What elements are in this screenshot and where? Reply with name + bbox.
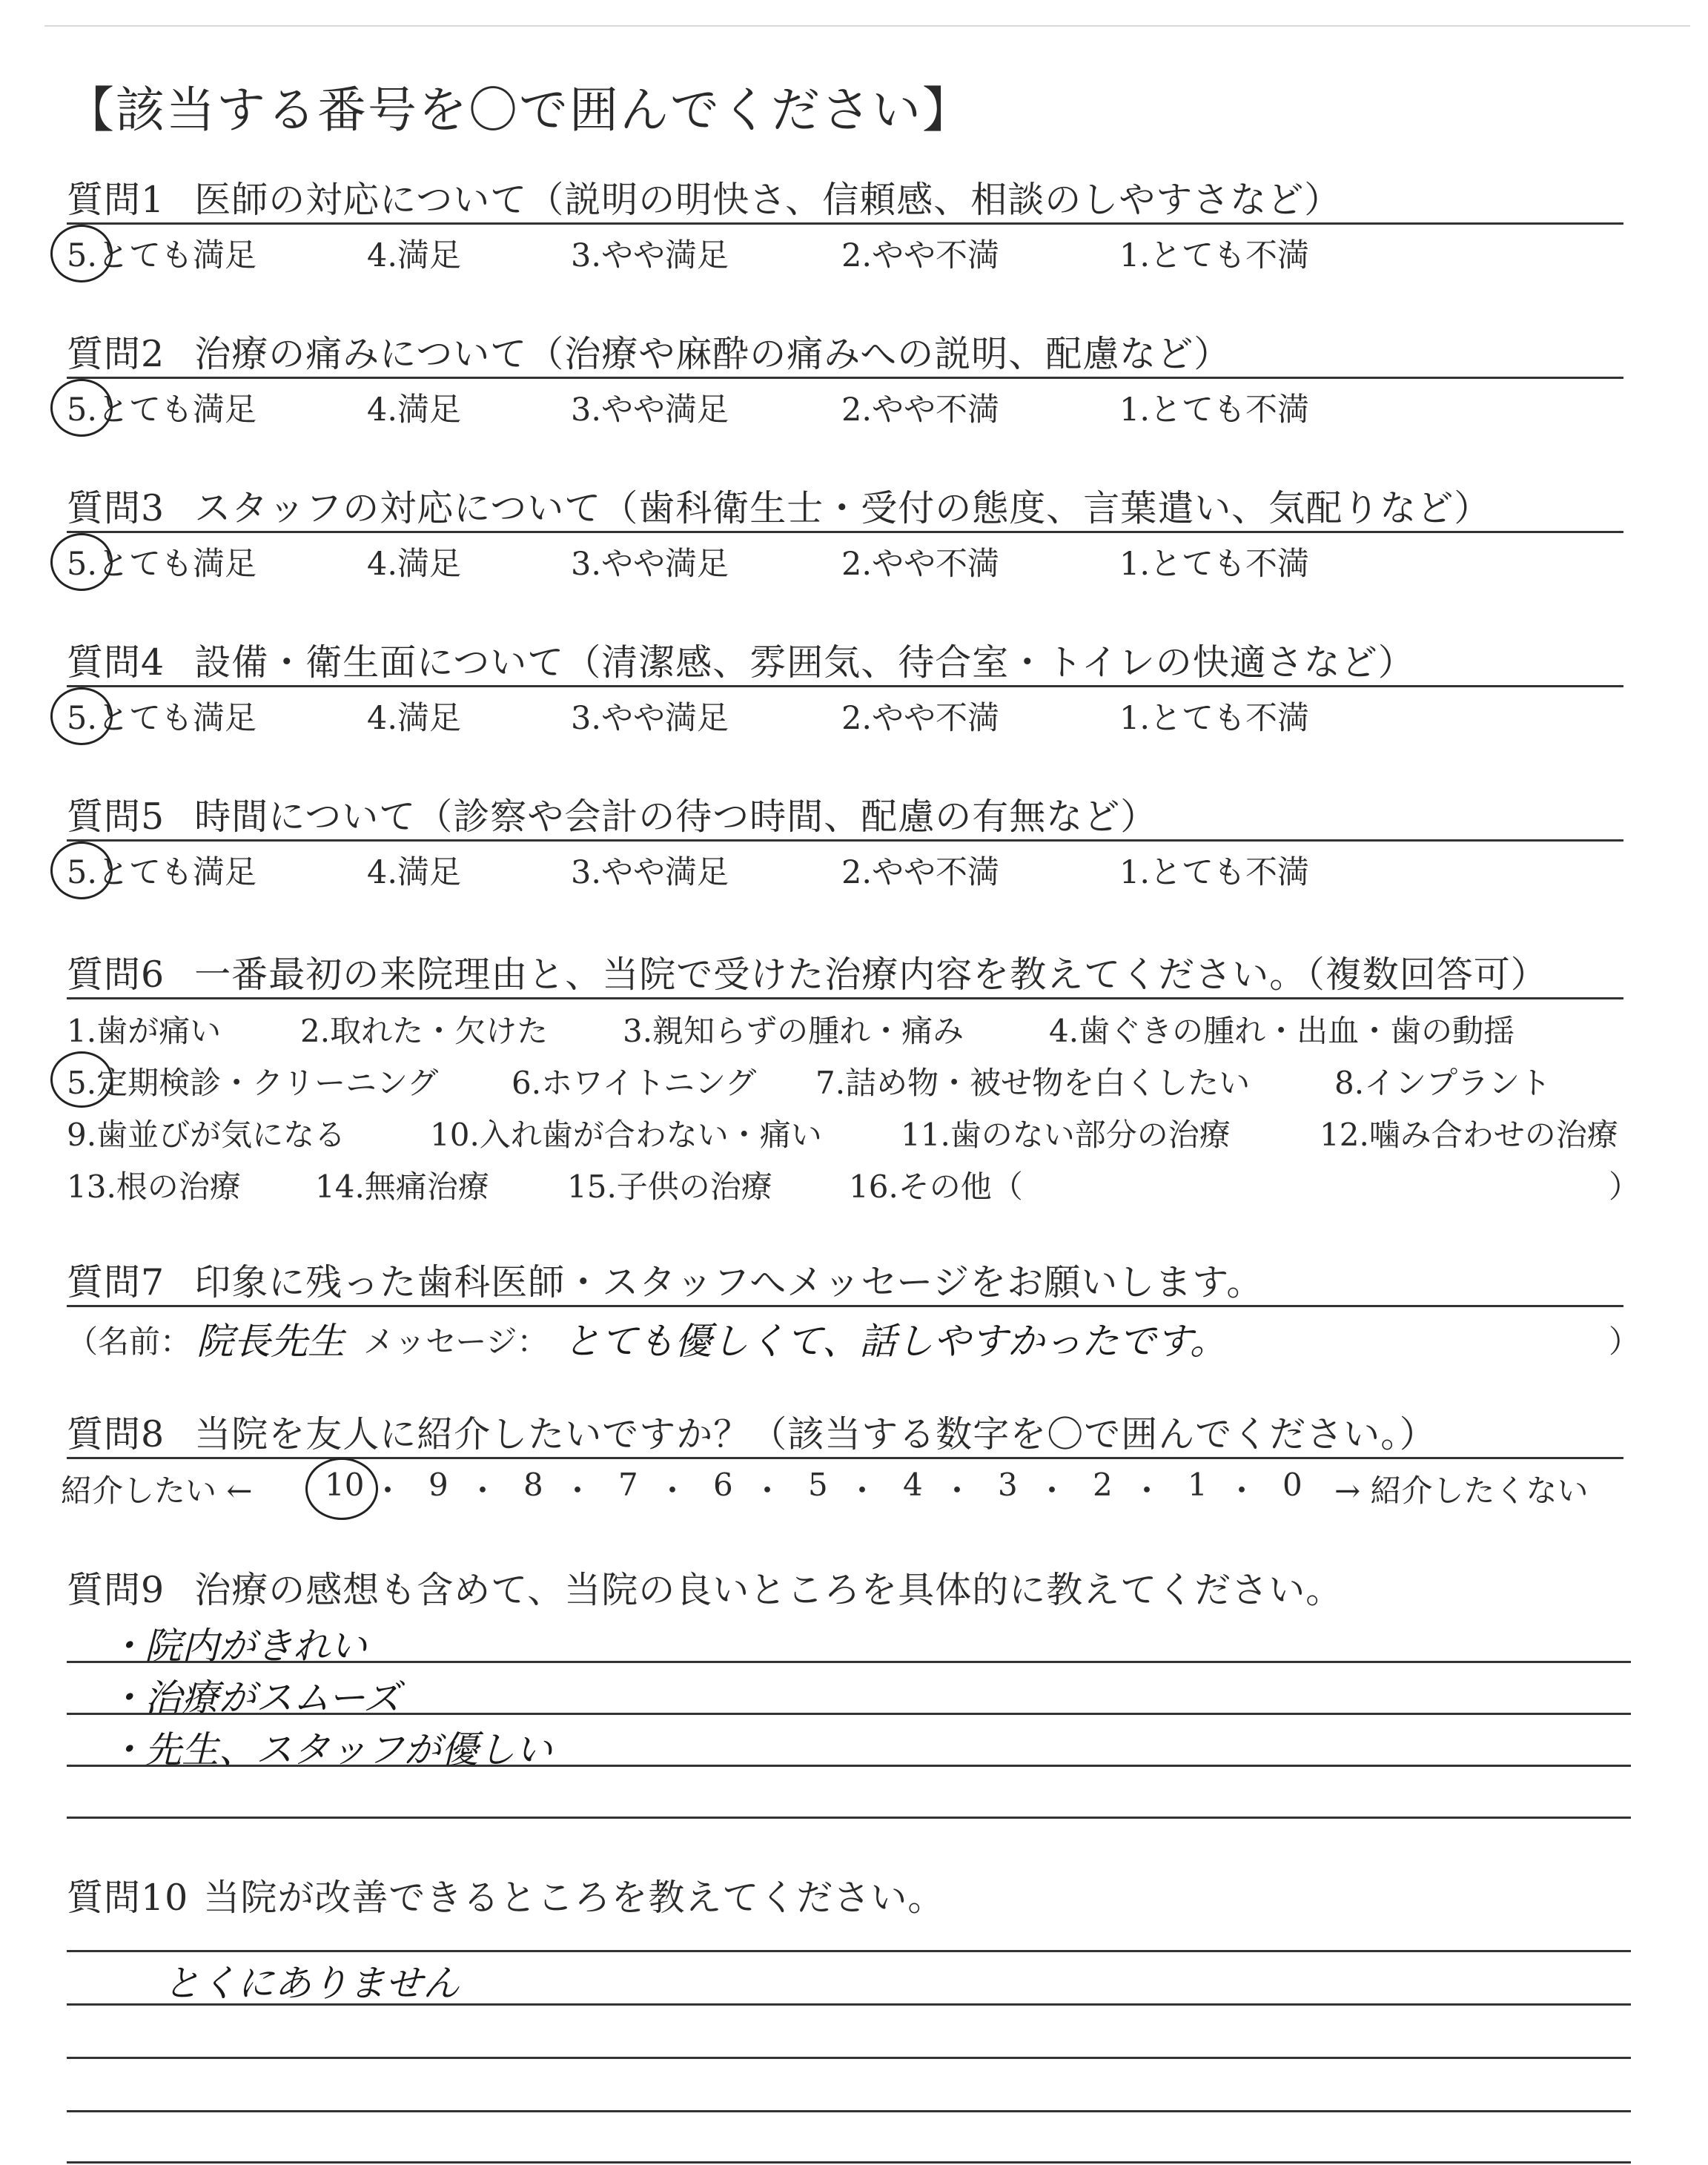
question-7: [67, 1260, 1641, 1364]
rating-option[interactable]: 3.やや満足: [571, 237, 729, 274]
close-paren: ）: [1609, 1169, 1641, 1205]
reason-option[interactable]: 10.入れ歯が合わない・痛い: [430, 1117, 822, 1153]
question-number: 質問2: [67, 333, 165, 375]
answer-lines: [67, 1613, 1623, 1835]
reason-option[interactable]: 11.歯のない部分の治療: [901, 1117, 1231, 1153]
name-label: （名前：: [67, 1323, 192, 1360]
scale-value[interactable]: 0: [1282, 1467, 1302, 1503]
question-6: [67, 953, 1641, 1222]
answer-line: [67, 2057, 1631, 2059]
answer-text[interactable]: ・先生、スタッフが優しい: [107, 1728, 552, 1771]
underline: [67, 1457, 1623, 1459]
selection-circle: [305, 1458, 378, 1520]
answer-text[interactable]: ・院内がきれい: [107, 1624, 367, 1667]
rating-options: [67, 231, 1623, 275]
answer-line: [67, 1817, 1631, 1819]
underline: [67, 377, 1623, 379]
rating-options: [67, 847, 1623, 892]
rating-option[interactable]: 2.やや不満: [841, 546, 1000, 583]
question-8: [61, 1412, 1623, 1518]
answer-text[interactable]: ・治療がスムーズ: [107, 1676, 400, 1719]
question-title: [67, 1568, 1623, 1613]
scale-value[interactable]: 9: [428, 1467, 448, 1503]
answer-line: [67, 2161, 1631, 2164]
question-text: 治療の痛みについて（治療や麻酔の痛みへの説明、配慮など）: [194, 333, 1231, 375]
rating-option[interactable]: 4.満足: [367, 237, 462, 274]
question-title: [67, 1876, 1623, 1920]
question-number: 質問8: [67, 1413, 165, 1455]
rating-options: [67, 385, 1623, 429]
scale-separator: ・: [657, 1472, 689, 1509]
scale-separator: ・: [1226, 1472, 1258, 1509]
name-value[interactable]: 院長先生: [196, 1320, 345, 1363]
rating-option[interactable]: 5.とても満足: [67, 546, 257, 583]
reason-option[interactable]: 7.詰め物・被せ物を白くしたい: [815, 1065, 1251, 1101]
scale-value[interactable]: 10: [325, 1467, 365, 1503]
selection-circle: [50, 687, 113, 745]
question-3: [67, 486, 1623, 584]
scale-value[interactable]: 6: [713, 1467, 733, 1503]
question-number: 質問5: [67, 796, 165, 838]
selection-circle: [50, 842, 113, 899]
reason-option[interactable]: 14.無痛治療: [315, 1169, 489, 1205]
reason-option[interactable]: 5.定期検診・クリーニング: [67, 1065, 439, 1101]
rating-option[interactable]: 4.満足: [367, 854, 462, 891]
selection-circle: [50, 533, 113, 591]
answer-line: [67, 1950, 1631, 1952]
question-text: 治療の感想も含めて、当院の良いところを具体的に教えてください。: [194, 1569, 1343, 1611]
scale-value[interactable]: 2: [1093, 1467, 1113, 1503]
rating-option[interactable]: 2.やや不満: [841, 700, 1000, 737]
underline: [67, 1305, 1623, 1307]
question-title: [67, 486, 1623, 531]
rating-option[interactable]: 2.やや不満: [841, 854, 1000, 891]
scale-left-label: 紹介したい ←: [61, 1472, 253, 1509]
rating-option[interactable]: 2.やや不満: [841, 391, 1000, 429]
reason-option[interactable]: 1.歯が痛い: [67, 1013, 222, 1049]
question-number: 質問3: [67, 487, 165, 529]
reason-option[interactable]: 16.その他（: [849, 1169, 1023, 1205]
question-number: 質問9: [67, 1569, 165, 1611]
answer-lines: [67, 1920, 1623, 2165]
reason-option[interactable]: 15.子供の治療: [567, 1169, 772, 1205]
question-title: [67, 795, 1623, 839]
question-text: 当院が改善できるところを教えてください。: [203, 1877, 945, 1919]
instruction-header: 【該当する番号を〇で囲んでください】: [65, 82, 973, 139]
answer-text[interactable]: とくにありません: [163, 1962, 460, 2005]
question-2: [67, 332, 1623, 429]
rating-option[interactable]: 3.やや満足: [571, 391, 729, 429]
reason-option[interactable]: 4.歯ぐきの腫れ・出血・歯の動揺: [1049, 1013, 1515, 1049]
rating-option[interactable]: 1.とても不満: [1119, 237, 1310, 274]
scale-value[interactable]: 4: [903, 1467, 923, 1503]
rating-option[interactable]: 3.やや満足: [571, 700, 729, 737]
underline: [67, 685, 1623, 687]
question-number: 質問6: [67, 953, 165, 996]
rating-option[interactable]: 5.とても満足: [67, 237, 257, 274]
scale-separator: ・: [467, 1472, 499, 1509]
rating-option[interactable]: 1.とても不満: [1119, 854, 1310, 891]
reason-option[interactable]: 6.ホワイトニング: [512, 1065, 757, 1101]
rating-option[interactable]: 1.とても不満: [1119, 546, 1310, 583]
question-title: [67, 332, 1623, 377]
scale-separator: ・: [847, 1472, 878, 1509]
rating-option[interactable]: 4.満足: [367, 546, 462, 583]
message-value[interactable]: とても優しくて、話しやすかったです。: [563, 1320, 1227, 1363]
rating-option[interactable]: 1.とても不満: [1119, 700, 1310, 737]
underline: [67, 531, 1623, 533]
selection-circle: [50, 225, 113, 282]
underline: [67, 997, 1623, 999]
rating-options: [67, 693, 1623, 738]
reason-options: [67, 1007, 1641, 1222]
recommend-scale: [61, 1467, 1623, 1518]
scale-separator: ・: [1131, 1472, 1163, 1509]
question-text: 一番最初の来院理由と、当院で受けた治療内容を教えてください。（複数回答可）: [194, 953, 1548, 996]
question-10: [67, 1876, 1623, 2165]
reason-option[interactable]: 9.歯並びが気になる: [67, 1117, 346, 1153]
scale-separator: ・: [562, 1472, 594, 1509]
reason-option[interactable]: 13.根の治療: [67, 1169, 241, 1205]
question-title: [67, 641, 1623, 685]
underline: [67, 222, 1623, 225]
rating-option[interactable]: 5.とても満足: [67, 854, 257, 891]
close-paren: ）: [1609, 1323, 1641, 1360]
reason-option[interactable]: 8.インプラント: [1334, 1065, 1552, 1101]
answer-line: [67, 2110, 1631, 2112]
scale-value[interactable]: 8: [523, 1467, 543, 1503]
rating-option[interactable]: 4.満足: [367, 700, 462, 737]
question-1: [67, 178, 1623, 275]
question-9: [67, 1568, 1623, 1835]
question-title: [67, 178, 1623, 222]
message-row: [67, 1312, 1641, 1364]
scale-value[interactable]: 1: [1188, 1467, 1208, 1503]
question-text: 印象に残った歯科医師・スタッフへメッセージをお願いします。: [194, 1261, 1264, 1303]
scale-separator: ・: [752, 1472, 784, 1509]
question-text: 医師の対応について（説明の明快さ、信頼感、相談のしやすさなど）: [194, 179, 1342, 221]
question-title: [67, 1412, 1623, 1457]
scale-separator: ・: [1036, 1472, 1068, 1509]
question-number: 質問7: [67, 1261, 165, 1303]
scale-right-label: → 紹介したくない: [1334, 1472, 1589, 1509]
rating-option[interactable]: 3.やや満足: [571, 546, 729, 583]
message-label: メッセージ：: [363, 1323, 549, 1360]
rating-option[interactable]: 3.やや満足: [571, 854, 729, 891]
question-text: 時間について（診察や会計の待つ時間、配慮の有無など）: [194, 796, 1158, 838]
rating-option[interactable]: 1.とても不満: [1119, 391, 1310, 429]
question-title: [67, 953, 1623, 997]
question-text: スタッフの対応について（歯科衛生士・受付の態度、言葉遣い、気配りなど）: [194, 487, 1492, 529]
scale-separator: ・: [372, 1472, 404, 1509]
rating-option[interactable]: 4.満足: [367, 391, 462, 429]
question-5: [67, 795, 1623, 892]
rating-option[interactable]: 5.とても満足: [67, 391, 257, 429]
rating-options: [67, 539, 1623, 584]
selection-circle: [50, 1051, 113, 1108]
reason-option[interactable]: 3.親知らずの腫れ・痛み: [623, 1013, 964, 1049]
scale-value[interactable]: 7: [618, 1467, 638, 1503]
question-4: [67, 641, 1623, 738]
question-text: 設備・衛生面について（清潔感、雰囲気、待合室・トイレの快適さなど）: [194, 641, 1415, 684]
question-title: [67, 1260, 1623, 1305]
question-number: 質問10: [67, 1877, 189, 1919]
reason-option[interactable]: 12.噛み合わせの治療: [1320, 1117, 1618, 1153]
question-number: 質問4: [67, 641, 165, 684]
scale-separator: ・: [941, 1472, 973, 1509]
top-border: [44, 25, 1690, 27]
rating-option[interactable]: 5.とても満足: [67, 700, 257, 737]
scale-value[interactable]: 5: [808, 1467, 828, 1503]
selection-circle: [50, 379, 113, 437]
underline: [67, 839, 1623, 842]
rating-option[interactable]: 2.やや不満: [841, 237, 1000, 274]
reason-option[interactable]: 2.取れた・欠けた: [300, 1013, 549, 1049]
question-number: 質問1: [67, 179, 165, 221]
question-text: 当院を友人に紹介したいですか？（該当する数字を〇で囲んでください。）: [194, 1413, 1437, 1455]
scale-value[interactable]: 3: [998, 1467, 1018, 1503]
